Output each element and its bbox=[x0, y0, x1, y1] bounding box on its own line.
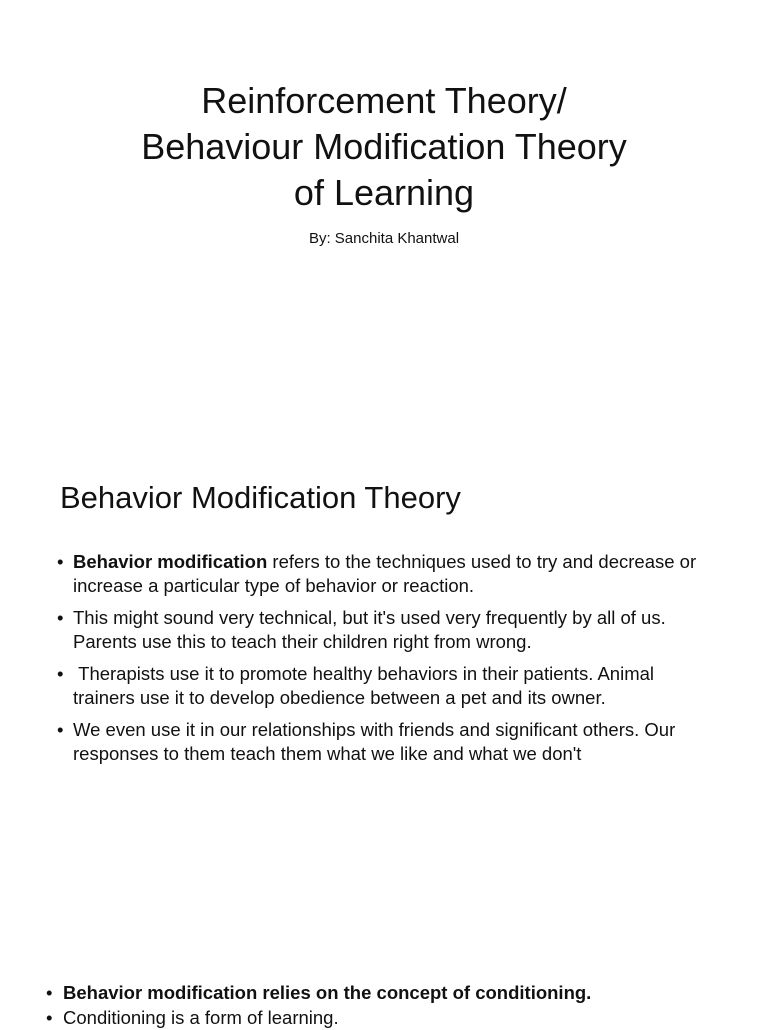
bullet-bold-term: Behavior modification bbox=[73, 551, 268, 572]
bullet-text: Therapists use it to promote healthy behaviors in their patients. Animal trainers use it to develop obedience between a pet and its owner. bbox=[73, 663, 660, 708]
title-line: Behaviour Modification Theory bbox=[141, 126, 627, 167]
bullet-icon: • bbox=[57, 551, 64, 572]
bullet-item bbox=[56, 550, 716, 598]
bullet-text: Conditioning is a form of learning. bbox=[63, 1007, 339, 1028]
bullet-item bbox=[56, 606, 716, 654]
bullet-text: This might sound very technical, but it's used very frequently by all of us. Parents use this to teach their children right from wrong. bbox=[73, 607, 666, 652]
bullet-list bbox=[44, 980, 744, 1030]
title-line: of Learning bbox=[293, 172, 475, 213]
bullet-icon: • bbox=[57, 719, 64, 740]
bullet-icon: • bbox=[57, 663, 64, 684]
bullet-list bbox=[56, 550, 716, 774]
bullet-item bbox=[44, 980, 744, 1005]
bullet-icon: • bbox=[57, 607, 64, 628]
bullet-icon: • bbox=[46, 982, 53, 1003]
bullet-text: Behavior modification relies on the concept of conditioning. bbox=[63, 982, 592, 1003]
bullet-text: refers to the techniques used to try and decrease or increase a particular type of behavior or reaction. bbox=[73, 551, 697, 596]
content-slide bbox=[0, 432, 768, 972]
bullet-text: We even use it in our relationships with friends and significant others. Our responses to them teach them what we like and what we don't bbox=[73, 719, 676, 764]
bullet-item bbox=[56, 662, 716, 710]
author-byline: By: Sanchita Khantwal bbox=[308, 230, 460, 247]
presentation-title bbox=[0, 78, 768, 216]
title-line: Reinforcement Theory/ bbox=[201, 80, 567, 121]
bullet-item bbox=[44, 1005, 744, 1030]
title-slide bbox=[0, 0, 768, 432]
partial-slide bbox=[0, 972, 768, 1028]
bullet-icon: • bbox=[46, 1007, 53, 1028]
slide-title: Behavior Modification Theory bbox=[60, 480, 461, 515]
bullet-item bbox=[56, 718, 716, 766]
